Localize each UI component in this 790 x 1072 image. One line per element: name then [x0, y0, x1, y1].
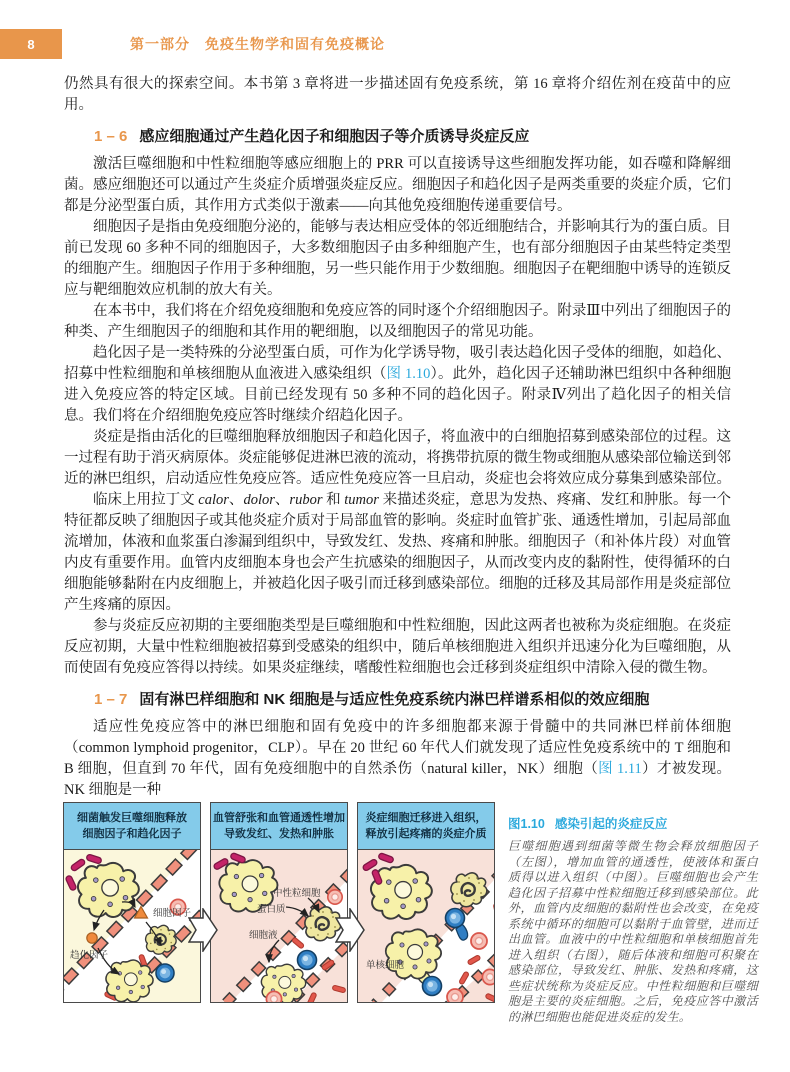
protein-label: 蛋白质: [257, 904, 286, 915]
macrophage-icon: [371, 865, 432, 919]
figure-panel-3: [357, 802, 495, 1003]
flow-arrow-icon: [335, 908, 365, 952]
chemokine-label: 趋化因子: [70, 950, 109, 961]
paragraph: 趋化因子是一类特殊的分泌型蛋白质，可作为化学诱导物，吸引表达趋化因子受体的细胞，如趋化、招募中性粒细胞和单核细胞从血液进入感染组织（图 1.10）。此外，趋化因子还辅助淋巴组织中各种细胞进入免疫应答的特定区域。目前已经发现有 50 多种不同的趋化因子。附录Ⅳ列出了趋化因子的相关信息。我们将在介绍细胞免疫应答时继续介绍趋化因子。: [64, 345, 732, 424]
figure-panel-1: [63, 802, 201, 1003]
chemokine-dot-icon: [87, 933, 97, 943]
panel-2-title-line2: 导致发红、发热和肿胀: [224, 828, 334, 840]
panel-1-title-line2: 细胞因子和趋化因子: [82, 828, 182, 840]
paragraph: 炎症是指由活化的巨噬细胞释放细胞因子和趋化因子，将血液中的白细胞招募到感染部位的过程。这一过程有助于消灭病原体。炎症能够促进淋巴液的流动，将携带抗原的微生物或细胞从感染部位输送到邻近的淋巴组织，启动适应性免疫应答。适应性免疫应答一旦启动，炎症也会将效应成分募集到感染部位。: [64, 429, 731, 487]
monocyte-icon: [298, 951, 317, 970]
panel-3-art: [358, 850, 494, 1002]
neutrophil-icon: [451, 873, 487, 907]
section-number: 1 – 6: [94, 128, 128, 145]
paragraph: 参与炎症反应初期的主要细胞类型是巨噬细胞和中性粒细胞，因此这两者也被称为炎症细胞。在炎症反应初期，大量中性粒细胞被招募到受感染的组织中，随后单核细胞进入组织并迅速分化为巨噬细胞，从而使固有免疫应答得以持续。如果炎症继续，嗜酸性粒细胞也会迁移到炎症组织中清除入侵的微生物。: [64, 618, 731, 676]
body-text: [64, 74, 731, 801]
red-blood-cell-icon: [482, 969, 494, 984]
section-heading-1-6: [94, 125, 731, 146]
figure-caption-title: [508, 814, 758, 832]
panel-3-title-line1: 炎症细胞迁移进入组织，: [365, 811, 487, 824]
panel-2-art: [211, 850, 347, 1002]
paragraph: 临床上用拉丁文 calor、dolor、rubor 和 tumor 来描述炎症，意思为发热、疼痛、发红和肿胀。每一个特征都反映了细胞因子或其他炎症介质对于局部血管的影响。炎症时血管扩张、通透性增加，引起局部血流增加，体液和血浆蛋白渗漏到组织中，导致发红、发热、疼痛和肿胀。细胞因子（和补体片段）对血管内皮有重要作用。血管内皮细胞本身也会产生抗感染的细胞因子，从而改变内皮的黏附性，使得循环的白细胞能够黏附在内皮细胞上，并被趋化因子吸引而迁移到感染部位。细胞的迁移及其局部作用是炎症部位产生疼痛的原因。: [64, 492, 732, 613]
panel-3-title: [358, 803, 494, 850]
monocyte-label: 单核细胞: [366, 960, 405, 971]
page-number: 8: [27, 36, 35, 52]
red-blood-cell-icon: [328, 890, 342, 904]
paragraph: 细胞因子是指由免疫细胞分泌的，能够与表达相应受体的邻近细胞结合，并影响其行为的蛋白质。目前已发现 60 多种不同的细胞因子，大多数细胞因子由多种细胞产生，也有部分细胞因子由某些特定类型的细胞产生。细胞因子作用于多种细胞，另一些只能作用于少数细胞。细胞因子在靶细胞中诱导的连锁反应与靶细胞效应机制的放大有关。: [64, 219, 731, 298]
fluid-label: 细胞液: [249, 930, 278, 941]
panel-2-title-line1: 血管舒张和血管通透性增加: [213, 811, 345, 824]
page-number-badge: [0, 29, 62, 59]
macrophage-icon: [78, 863, 139, 917]
monocyte-icon: [156, 964, 174, 982]
panel-1-title-line1: 细菌触发巨噬细胞释放: [77, 811, 187, 824]
figure-label: 图1.10: [508, 817, 545, 831]
part-title: 第一部分 免疫生物学和固有免疫概论: [130, 36, 385, 52]
section-heading-1-7: [94, 688, 731, 709]
paragraph: 在本书中，我们将在介绍免疫细胞和免疫应答的同时逐个介绍细胞因子。附录Ⅲ中列出了细胞因子的种类、产生细胞因子的细胞和其作用的靶细胞，以及细胞因子的常见功能。: [64, 303, 731, 340]
figure-1-10: [0, 800, 790, 1062]
neutrophil-label: 中性粒细胞: [273, 888, 321, 899]
section-number: 1 – 7: [94, 691, 128, 708]
red-blood-cell-icon: [266, 991, 281, 1002]
figure-panel-2: [210, 802, 348, 1003]
section-title: 固有淋巴样细胞和 NK 细胞是与适应性免疫系统内淋巴样谱系相似的效应细胞: [139, 691, 650, 708]
monocyte-icon: [423, 977, 442, 996]
panel-3-title-line2: 释放引起疼痛的炎症介质: [365, 828, 487, 840]
section-title: 感应细胞通过产生趋化因子和细胞因子等介质诱导炎症反应: [139, 128, 530, 145]
panel-1-title: [64, 803, 200, 850]
flow-arrow-icon: [188, 908, 218, 952]
panel-1-art: [64, 850, 200, 1002]
figure-caption-body: 巨噬细胞遇到细菌等微生物会释放细胞因子（左图），增加血管的通透性，使液体和蛋白质得以进入组织（中图）。巨噬细胞也会产生趋化因子招募中性粒细胞迁移到感染部位。此外，血管内皮细胞的黏附性也会改变，在免疫系统中循环的细胞可以黏附于血管壁，进而迁出血管。血液中的中性粒细胞和单核细胞首先进入组织（右图），随后体液和细胞可积聚在感染部位，导致发红、肿胀、发热和疼痛，这些症状统称为炎症反应。中性粒细胞和巨噬细胞是主要的炎症细胞。之后，免疫应答中激活的淋巴细胞也能促进炎症的发生。: [508, 839, 758, 1024]
monocyte-icon: [446, 909, 465, 928]
red-blood-cell-icon: [447, 989, 463, 1002]
neutrophil-icon: [146, 925, 177, 954]
figure-title: 感染引起的炎症反应: [554, 817, 668, 831]
cytokine-label: 细胞因子: [153, 908, 192, 919]
paragraph: 激活巨噬细胞和中性粒细胞等感应细胞上的 PRR 可以直接诱导这些细胞发挥功能，如吞噬和降解细菌。感应细胞还可以通过产生炎症介质增强炎症反应。细胞因子和趋化因子是两类重要的炎症介质，它们都是分泌型蛋白质，其作用方式类似于激素——向其他免疫细胞传递重要信号。: [64, 156, 731, 214]
paragraph: 仍然具有很大的探索空间。本书第 3 章将进一步描述固有免疫系统，第 16 章将介绍佐剂在疫苗中的应用。: [64, 76, 731, 113]
macrophage-icon: [386, 929, 441, 978]
macrophage-icon: [106, 960, 153, 1002]
figure-caption: [508, 814, 758, 1025]
paragraph: 适应性免疫应答中的淋巴细胞和固有免疫中的许多细胞都来源于骨髓中的共同淋巴样前体细胞（common lymphoid progenitor，CLP）。早在 20 世纪 60 年代人们就发现了适应性免疫系统中的 T 细胞和 B 细胞，但直到 70 年代，固有免疫细胞中的自然杀伤（natural killer，NK）细胞（图 1.11）才被发现。NK 细胞是一种: [64, 719, 731, 798]
red-blood-cell-icon: [471, 933, 487, 949]
panel-2-title: [211, 803, 347, 850]
